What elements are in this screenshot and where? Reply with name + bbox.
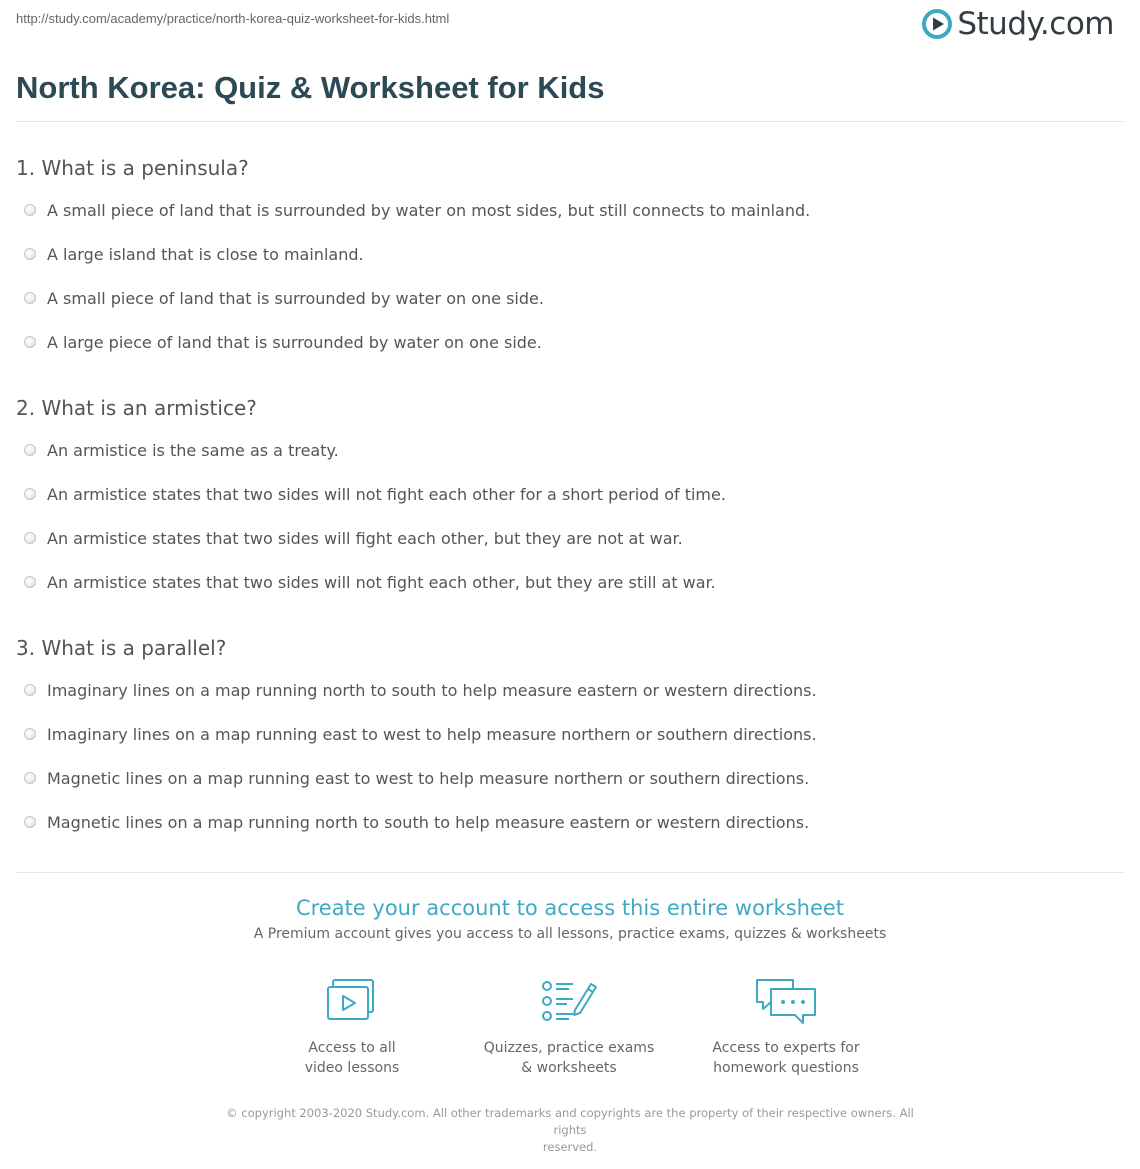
answer-option[interactable]: [24, 332, 542, 352]
answer-text: An armistice states that two sides will fight each other, but they are not at war.: [47, 528, 683, 548]
question-1: [16, 156, 1116, 352]
answer-option[interactable]: [24, 724, 817, 744]
radio-button[interactable]: [24, 816, 36, 828]
chat-bubbles-icon: [753, 976, 819, 1028]
radio-button[interactable]: [24, 684, 36, 696]
study-logo-text: Study.com: [957, 6, 1114, 42]
feature-quizzes: [469, 976, 669, 1078]
cta-divider: [16, 872, 1124, 873]
answer-option[interactable]: [24, 200, 810, 220]
radio-button[interactable]: [24, 292, 36, 304]
copyright-notice: [210, 1105, 930, 1156]
radio-button[interactable]: [24, 444, 36, 456]
radio-button[interactable]: [24, 336, 36, 348]
answer-text: A large island that is close to mainland.: [47, 244, 364, 264]
feature-label-line: Access to experts for: [712, 1040, 860, 1056]
question-title: 2. What is an armistice?: [16, 396, 257, 420]
feature-label-line: Quizzes, practice exams: [483, 1040, 655, 1056]
answer-option[interactable]: [24, 812, 809, 832]
radio-button[interactable]: [24, 728, 36, 740]
answer-option[interactable]: [24, 768, 809, 788]
answer-text: A small piece of land that is surrounded by water on one side.: [47, 288, 544, 308]
answer-option[interactable]: [24, 288, 544, 308]
question-2: [16, 396, 1116, 592]
answer-text: Imaginary lines on a map running north to south to help measure eastern or western directions.: [47, 680, 817, 700]
radio-button[interactable]: [24, 204, 36, 216]
study-logo[interactable]: [922, 6, 1114, 42]
radio-button[interactable]: [24, 576, 36, 588]
copyright-line: reserved.: [542, 1140, 598, 1154]
study-logo-play-icon: [922, 9, 952, 39]
page-title: North Korea: Quiz & Worksheet for Kids: [16, 70, 605, 105]
answer-text: An armistice states that two sides will not fight each other for a short period of time.: [47, 484, 726, 504]
feature-experts: [686, 976, 886, 1078]
feature-label-line: homework questions: [713, 1060, 859, 1076]
question-title: 3. What is a parallel?: [16, 636, 227, 660]
feature-video-lessons: [252, 976, 452, 1078]
copyright-line: © copyright 2003-2020 Study.com. All other trademarks and copyrights are the property of their respective owners. All rights: [226, 1106, 914, 1137]
answer-text: An armistice states that two sides will not fight each other, but they are still at war.: [47, 572, 716, 592]
question-title: 1. What is a peninsula?: [16, 156, 249, 180]
answer-option[interactable]: [24, 572, 716, 592]
radio-button[interactable]: [24, 532, 36, 544]
answer-text: Imaginary lines on a map running east to west to help measure northern or southern directions.: [47, 724, 817, 744]
title-divider: [16, 121, 1124, 122]
answer-text: Magnetic lines on a map running east to west to help measure northern or southern directions.: [47, 768, 810, 788]
answer-option[interactable]: [24, 484, 726, 504]
feature-label-line: & worksheets: [521, 1060, 617, 1076]
radio-button[interactable]: [24, 772, 36, 784]
answer-text: An armistice is the same as a treaty.: [47, 440, 339, 460]
feature-label-line: video lessons: [304, 1060, 400, 1076]
cta-subtitle: A Premium account gives you access to all lessons, practice exams, quizzes & worksheets: [253, 926, 887, 942]
answer-text: A large piece of land that is surrounded by water on one side.: [47, 332, 542, 352]
answer-option[interactable]: [24, 244, 364, 264]
answer-option[interactable]: [24, 680, 817, 700]
answer-option[interactable]: [24, 528, 683, 548]
radio-button[interactable]: [24, 488, 36, 500]
quiz-checklist-icon: [539, 976, 599, 1026]
answer-text: A small piece of land that is surrounded by water on most sides, but still connects to mainland.: [47, 200, 811, 220]
question-3: [16, 636, 1116, 832]
video-lessons-icon: [324, 976, 380, 1026]
answer-text: Magnetic lines on a map running north to south to help measure eastern or western directions.: [47, 812, 810, 832]
feature-label-line: Access to all: [308, 1040, 396, 1056]
create-account-link[interactable]: Create your account to access this entire worksheet: [295, 896, 845, 920]
page-url: http://study.com/academy/practice/north-korea-quiz-worksheet-for-kids.html: [16, 11, 450, 26]
radio-button[interactable]: [24, 248, 36, 260]
answer-option[interactable]: [24, 440, 339, 460]
